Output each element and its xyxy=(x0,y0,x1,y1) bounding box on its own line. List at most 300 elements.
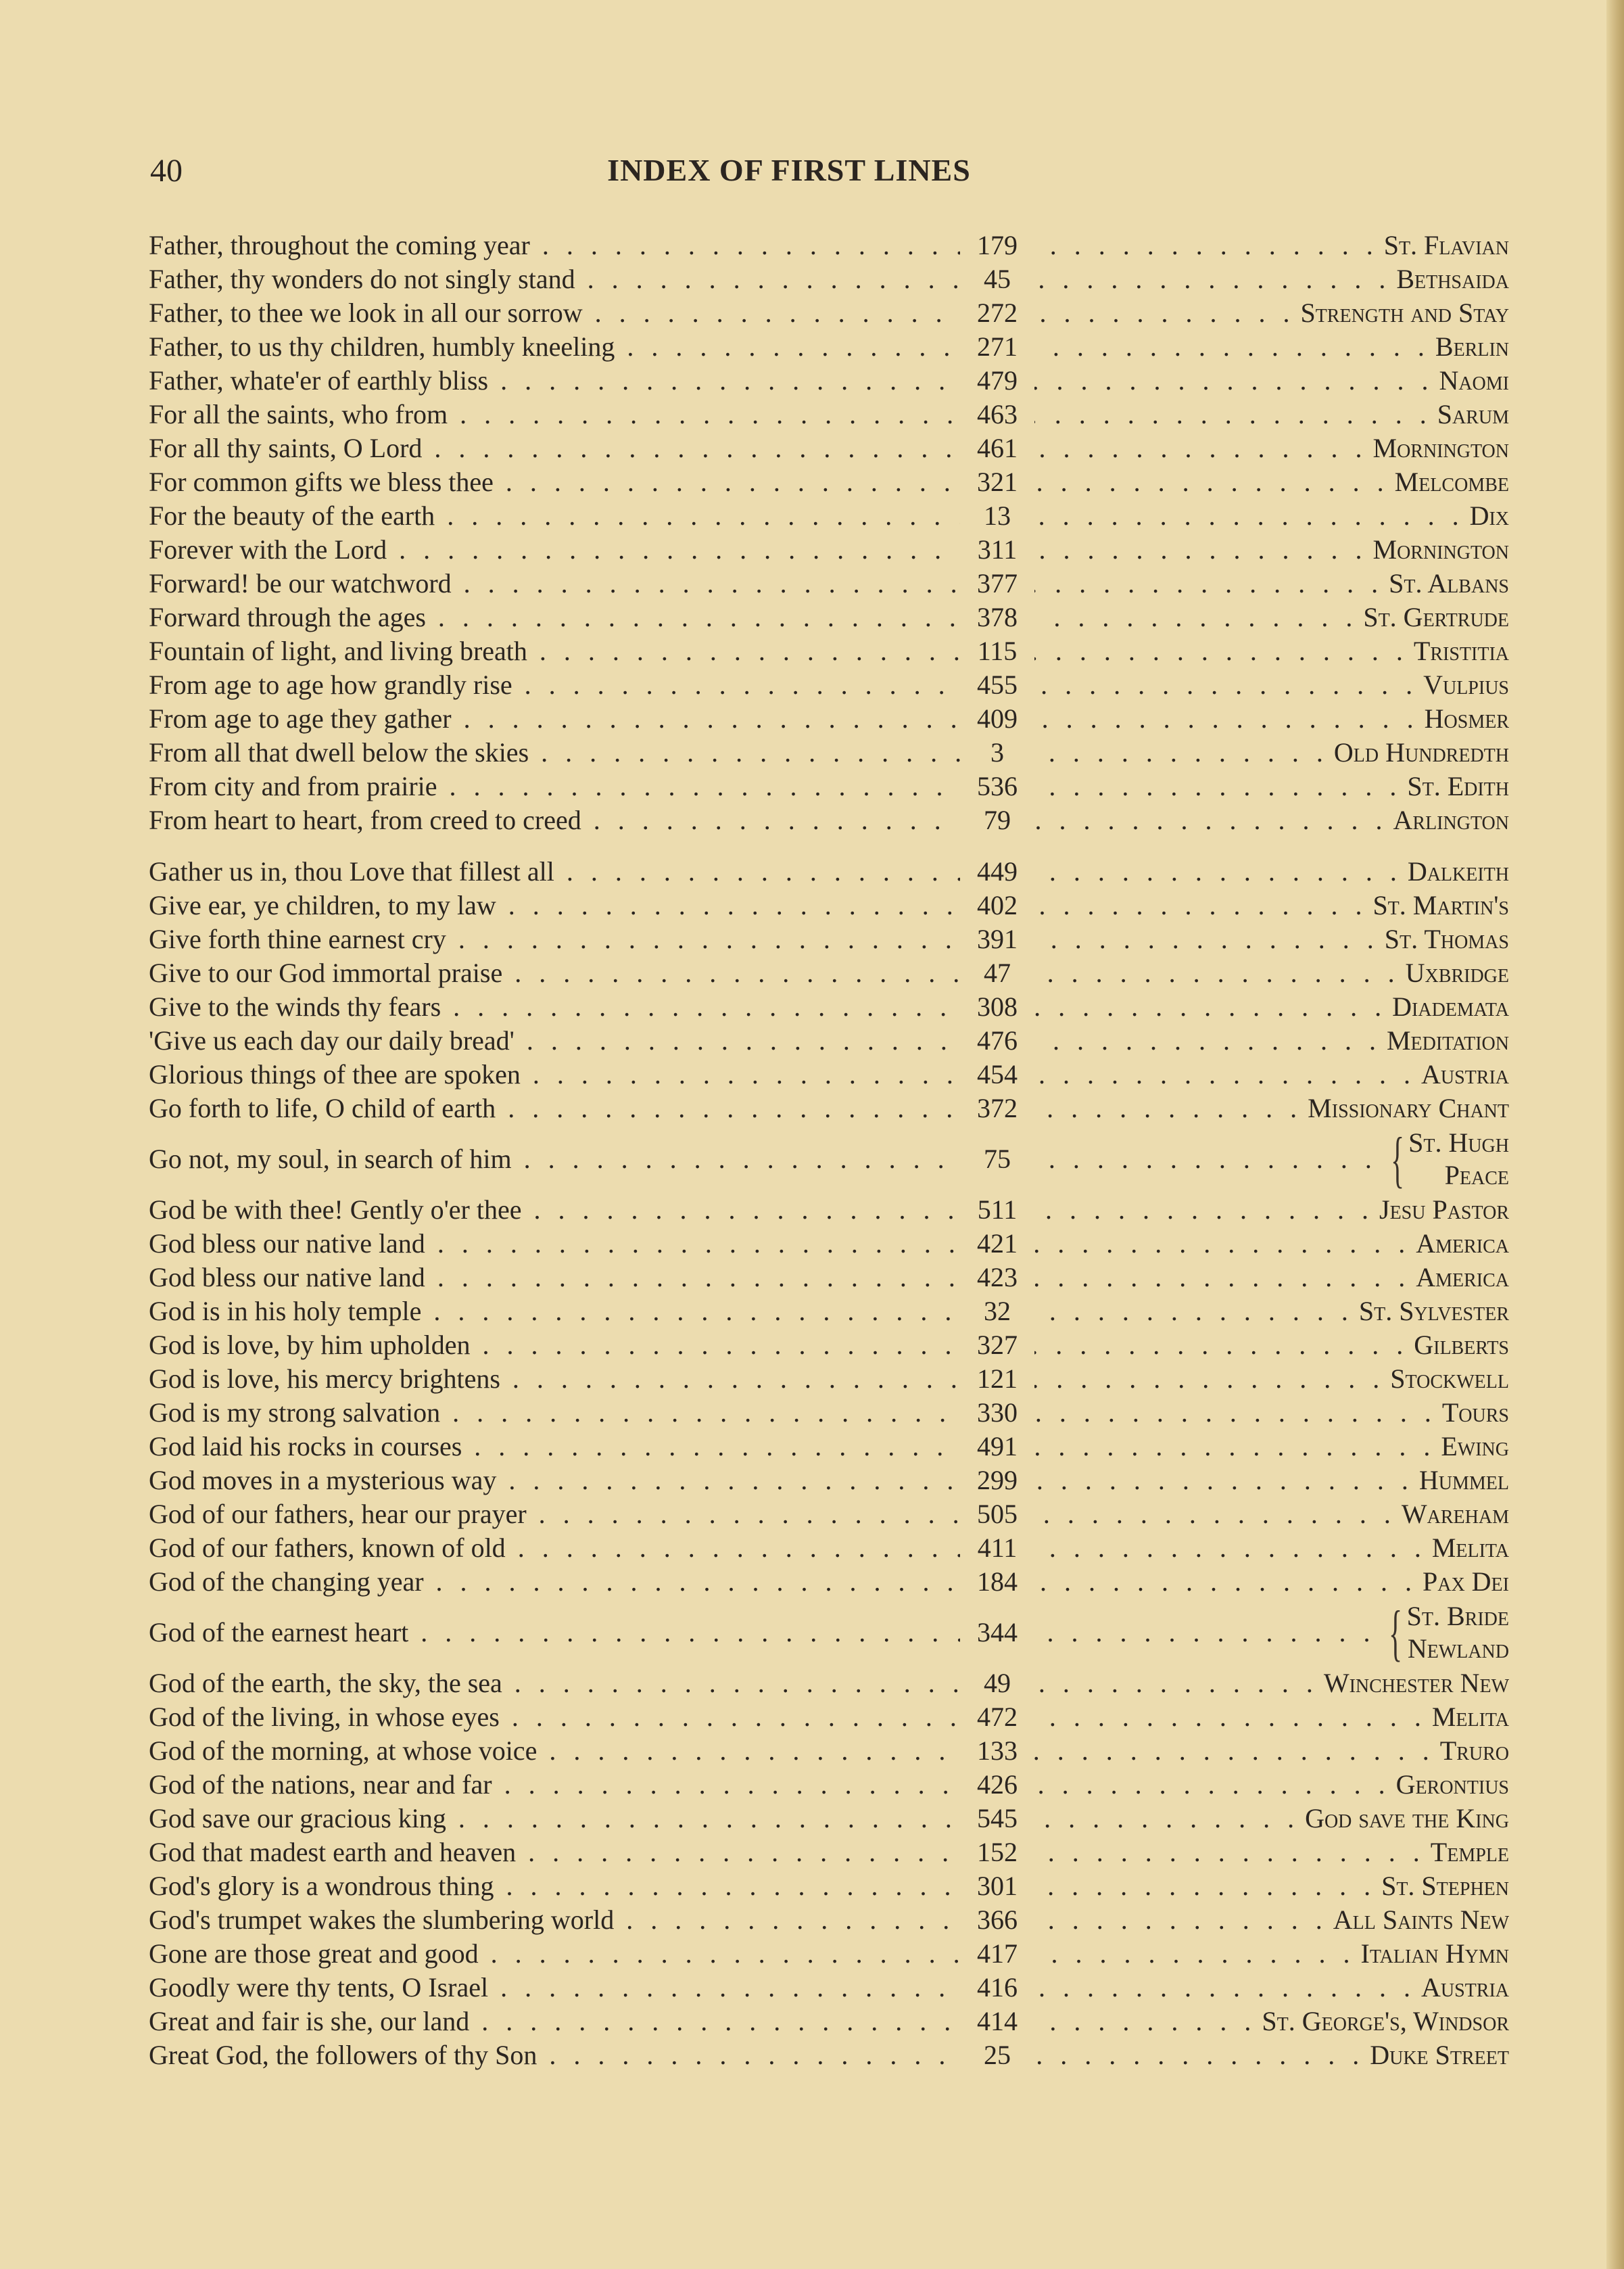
tune-cell xyxy=(1034,1193,1509,1227)
tune-name: Sarum xyxy=(1437,399,1509,429)
index-entry xyxy=(149,1193,1509,1227)
tune-name: Tours xyxy=(1441,1397,1509,1428)
tune-name: St. Sylvester xyxy=(1358,1296,1509,1326)
hymn-number: 49 xyxy=(984,1668,1011,1698)
index-entry xyxy=(149,803,1509,837)
tune-name: Meditation xyxy=(1386,1025,1509,1056)
hymn-number: 121 xyxy=(977,1363,1018,1394)
index-entry xyxy=(149,1058,1509,1092)
hymn-number: 13 xyxy=(984,500,1011,531)
brace: { xyxy=(1391,1125,1404,1193)
tune-name: Naomi xyxy=(1439,365,1509,396)
first-line: From all that dwell below the skies . . . xyxy=(149,736,960,770)
hymn-number: 472 xyxy=(977,1702,1018,1732)
tune-cell xyxy=(1034,1261,1509,1294)
tune-name: Truro xyxy=(1439,1735,1509,1766)
dot-leader xyxy=(1034,499,1470,533)
tune-cell xyxy=(1034,1835,1509,1869)
index-entry xyxy=(149,330,1509,364)
hymn-number: 45 xyxy=(984,264,1011,294)
dot-leader xyxy=(1034,1193,1379,1227)
tune-cell xyxy=(1034,736,1509,770)
dot-leader xyxy=(1034,1869,1381,1903)
first-line: Go forth to life, O child of earth . . . xyxy=(149,1092,960,1125)
first-line: Father, to thee we look in all our sorrow . . . xyxy=(149,296,960,330)
hymn-number: 421 xyxy=(977,1228,1018,1259)
tune-name: Newland xyxy=(1407,1633,1509,1664)
hymn-number: 461 xyxy=(977,433,1018,463)
tune-name: Vulpius xyxy=(1423,670,1509,700)
hymn-number: 505 xyxy=(977,1499,1018,1529)
hymn-number: 479 xyxy=(977,365,1018,396)
hymn-number: 545 xyxy=(977,1803,1018,1833)
first-line: God is love, by him upholden . . . xyxy=(149,1328,960,1362)
tune-name: Pax Dei xyxy=(1422,1566,1509,1597)
first-line: Fountain of light, and living breath . . . xyxy=(149,634,960,668)
dot-leader xyxy=(1034,1802,1305,1835)
hymn-number: 75 xyxy=(984,1144,1011,1174)
dot-leader xyxy=(1034,262,1396,296)
tune-cell xyxy=(1034,1396,1509,1430)
first-line: God of the living, in whose eyes . . . xyxy=(149,1700,960,1734)
hymn-number: 511 xyxy=(977,1194,1018,1225)
hymn-number: 3 xyxy=(990,737,1004,768)
tune-cell xyxy=(1034,855,1509,889)
tune-name: Arlington xyxy=(1393,805,1509,835)
dot-leader xyxy=(1034,1430,1441,1464)
tune-name: St. Edith xyxy=(1407,771,1509,801)
dot-leader xyxy=(1034,1024,1387,1058)
tune-name: St. Albans xyxy=(1389,568,1509,599)
dot-leader xyxy=(1034,1497,1402,1531)
index-entry xyxy=(149,1869,1509,1903)
first-line: Goodly were thy tents, O Israel . . . xyxy=(149,1971,960,2005)
dot-leader xyxy=(1034,601,1363,634)
hymn-number: 476 xyxy=(977,1025,1018,1056)
first-line: Give to our God immortal praise . . . xyxy=(149,956,960,990)
tune-cell xyxy=(1034,1599,1509,1666)
dot-leader xyxy=(1034,364,1439,398)
dot-leader xyxy=(1034,1835,1431,1869)
tune-cell xyxy=(1034,634,1509,668)
tune-cell xyxy=(1034,668,1509,702)
first-line: From heart to heart, from creed to creed . . . xyxy=(149,803,960,837)
hymn-number: 411 xyxy=(977,1533,1018,1563)
tune-cell xyxy=(1034,1125,1509,1193)
dot-leader xyxy=(1034,702,1425,736)
hymn-number: 47 xyxy=(984,958,1011,988)
tune-cell xyxy=(1034,1768,1509,1802)
dot-leader xyxy=(1034,465,1395,499)
dot-leader xyxy=(1034,1328,1414,1362)
tune-name: Bethsaida xyxy=(1396,264,1509,294)
tune-cell xyxy=(1034,499,1509,533)
tune-cell xyxy=(1034,1700,1509,1734)
tune-cell xyxy=(1034,1430,1509,1464)
tune-cell xyxy=(1034,567,1509,601)
hymn-number: 417 xyxy=(977,1938,1018,1969)
dot-leader xyxy=(1034,229,1384,262)
first-line: God be with thee! Gently o'er thee . . . xyxy=(149,1193,960,1227)
first-line: Give forth thine earnest cry . . . xyxy=(149,922,960,956)
dot-leader xyxy=(1034,770,1407,803)
tune-cell xyxy=(1034,1666,1509,1700)
hymn-number: 152 xyxy=(977,1837,1018,1867)
hymn-number: 449 xyxy=(977,856,1018,887)
tune-cell xyxy=(1034,1092,1509,1125)
first-line: God is my strong salvation . . . xyxy=(149,1396,960,1430)
dot-leader xyxy=(1034,1666,1324,1700)
first-line: Father, whate'er of earthly bliss . . . xyxy=(149,364,960,398)
tune-name: Italian Hymn xyxy=(1360,1938,1509,1969)
tune-name: Hosmer xyxy=(1424,703,1509,734)
index-entry xyxy=(149,1227,1509,1261)
tune-name: Missionary Chant xyxy=(1308,1093,1509,1123)
first-line: For the beauty of the earth . . . xyxy=(149,499,960,533)
tune-name: St. Hugh xyxy=(1408,1127,1509,1158)
tune-name: Gilberts xyxy=(1414,1330,1509,1360)
tune-cell xyxy=(1034,1464,1509,1497)
first-line: God of the changing year . . . xyxy=(149,1565,960,1599)
dot-leader xyxy=(1034,330,1435,364)
index-entry xyxy=(149,855,1509,889)
tune-name: God save the King xyxy=(1305,1803,1509,1833)
index-entry xyxy=(149,229,1509,262)
tune-cell xyxy=(1034,296,1509,330)
index-entry xyxy=(149,398,1509,431)
tune-name: America xyxy=(1416,1262,1509,1292)
tune-cell xyxy=(1034,922,1509,956)
tune-name: Peace xyxy=(1444,1160,1509,1190)
index-entry xyxy=(149,1734,1509,1768)
hymn-number: 377 xyxy=(977,568,1018,599)
tune-cell xyxy=(1034,2005,1509,2038)
dot-leader xyxy=(1034,1903,1333,1937)
index-entry xyxy=(149,668,1509,702)
dot-leader xyxy=(1034,431,1373,465)
tune-stack xyxy=(1408,1127,1509,1192)
hymn-number: 179 xyxy=(977,230,1018,260)
index-entry xyxy=(149,465,1509,499)
tune-name: Duke Street xyxy=(1370,2040,1509,2070)
first-line: Forward! be our watchword . . . xyxy=(149,567,960,601)
index-entry xyxy=(149,956,1509,990)
dot-leader xyxy=(1034,1531,1432,1565)
index-entry xyxy=(149,1261,1509,1294)
first-line: From age to age how grandly rise . . . xyxy=(149,668,960,702)
dot-leader xyxy=(1034,990,1392,1024)
hymn-number: 330 xyxy=(977,1397,1018,1428)
first-line: God that madest earth and heaven . . . xyxy=(149,1835,960,1869)
index-entry xyxy=(149,1294,1509,1328)
first-line: God of our fathers, hear our prayer . . . xyxy=(149,1497,960,1531)
tune-cell xyxy=(1034,803,1509,837)
tune-cell xyxy=(1034,889,1509,922)
hymn-number: 308 xyxy=(977,991,1018,1022)
hymn-number: 402 xyxy=(977,890,1018,920)
first-line: Go not, my soul, in search of him . . . xyxy=(149,1142,960,1176)
index-entry xyxy=(149,1464,1509,1497)
tune-name: Old Hundredth xyxy=(1333,737,1509,768)
first-line: From age to age they gather . . . xyxy=(149,702,960,736)
hymn-number: 491 xyxy=(977,1431,1018,1461)
index-entry xyxy=(149,1768,1509,1802)
dot-leader xyxy=(1034,398,1437,431)
hymn-number: 378 xyxy=(977,602,1018,632)
tune-name: Austria xyxy=(1420,1972,1509,2003)
first-line: God moves in a mysterious way . . . xyxy=(149,1464,960,1497)
first-line: God of our fathers, known of old . . . xyxy=(149,1531,960,1565)
tune-name: Mornington xyxy=(1372,433,1509,463)
index-entry xyxy=(149,296,1509,330)
tune-name: Tristitia xyxy=(1413,636,1509,666)
tune-cell xyxy=(1034,1328,1509,1362)
first-line: God save our gracious king . . . xyxy=(149,1802,960,1835)
first-line: God of the morning, at whose voice . . . xyxy=(149,1734,960,1768)
dot-leader xyxy=(1034,889,1372,922)
dot-leader xyxy=(1034,1565,1423,1599)
first-line: For common gifts we bless thee . . . xyxy=(149,465,960,499)
index-entry xyxy=(149,1700,1509,1734)
tune-cell xyxy=(1034,533,1509,567)
tune-name: Jesu Pastor xyxy=(1379,1194,1509,1225)
hymn-number: 184 xyxy=(977,1566,1018,1597)
tune-cell xyxy=(1034,1565,1509,1599)
index-entry xyxy=(149,990,1509,1024)
hymn-number: 311 xyxy=(977,534,1018,565)
tune-cell xyxy=(1034,398,1509,431)
tune-name: St. Thomas xyxy=(1384,924,1509,954)
index-entry xyxy=(149,1531,1509,1565)
index-entry xyxy=(149,1835,1509,1869)
tune-cell xyxy=(1034,702,1509,736)
hymn-number: 423 xyxy=(977,1262,1018,1292)
tune-cell xyxy=(1034,1802,1509,1835)
dot-leader xyxy=(1034,668,1423,702)
dot-leader xyxy=(1034,2038,1370,2072)
index-entry xyxy=(149,1802,1509,1835)
tune-name: St. Stephen xyxy=(1381,1871,1509,1901)
tune-name: Melcombe xyxy=(1394,467,1509,497)
tune-name: Wareham xyxy=(1401,1499,1509,1529)
index-entry xyxy=(149,601,1509,634)
hymn-number: 271 xyxy=(977,331,1018,362)
index-entry xyxy=(149,364,1509,398)
tune-name: All Saints New xyxy=(1333,1904,1509,1935)
first-line: Great and fair is she, our land . . . xyxy=(149,2005,960,2038)
dot-leader xyxy=(1034,803,1393,837)
index-list xyxy=(149,229,1509,2072)
hymn-number: 301 xyxy=(977,1871,1018,1901)
first-line: Glorious things of thee are spoken . . . xyxy=(149,1058,960,1092)
dot-leader xyxy=(1034,1261,1416,1294)
dot-leader xyxy=(1034,855,1408,889)
first-line: God is love, his mercy brightens . . . xyxy=(149,1362,960,1396)
dot-leader xyxy=(1034,1396,1442,1430)
tune-name: Ewing xyxy=(1441,1431,1509,1461)
index-entry xyxy=(149,1396,1509,1430)
dot-leader xyxy=(1034,956,1406,990)
index-entry xyxy=(149,1937,1509,1971)
tune-name: Hummel xyxy=(1418,1465,1509,1495)
hymn-number: 32 xyxy=(984,1296,1011,1326)
tune-name: St. Bride xyxy=(1406,1601,1509,1631)
dot-leader xyxy=(1034,1700,1432,1734)
dot-leader xyxy=(1034,736,1334,770)
tune-cell xyxy=(1034,262,1509,296)
dot-leader xyxy=(1034,634,1414,668)
first-line: Gone are those great and good . . . xyxy=(149,1937,960,1971)
tune-cell xyxy=(1034,465,1509,499)
tune-name: Melita xyxy=(1431,1533,1509,1563)
tune-name: Mornington xyxy=(1372,534,1509,565)
first-line: God bless our native land . . . xyxy=(149,1261,960,1294)
dot-leader xyxy=(1034,1294,1359,1328)
tune-cell xyxy=(1034,364,1509,398)
index-entry xyxy=(149,770,1509,803)
index-entry xyxy=(149,922,1509,956)
hymn-number: 366 xyxy=(977,1904,1018,1935)
index-entry xyxy=(149,1599,1509,1666)
first-line: Forever with the Lord . . . xyxy=(149,533,960,567)
first-line: For all the saints, who from . . . xyxy=(149,398,960,431)
dot-leader xyxy=(1034,922,1385,956)
dot-leader xyxy=(1034,1092,1308,1125)
dot-leader xyxy=(1034,1362,1390,1396)
hymn-number: 416 xyxy=(977,1972,1018,2003)
first-line: 'Give us each day our daily bread' . . . xyxy=(149,1024,960,1058)
index-entry xyxy=(149,533,1509,567)
tune-name: Uxbridge xyxy=(1405,958,1509,988)
dot-leader xyxy=(1034,1734,1440,1768)
index-entry xyxy=(149,634,1509,668)
hymn-number: 372 xyxy=(977,1093,1018,1123)
first-line: God's trumpet wakes the slumbering world . . . xyxy=(149,1903,960,1937)
tune-cell xyxy=(1034,1294,1509,1328)
tune-name: Dix xyxy=(1469,500,1509,531)
first-line: Give ear, ye children, to my law . . . xyxy=(149,889,960,922)
first-line: From city and from prairie . . . xyxy=(149,770,960,803)
hymn-number: 344 xyxy=(977,1617,1018,1647)
dot-leader xyxy=(1034,296,1300,330)
hymn-number: 391 xyxy=(977,924,1018,954)
page-header xyxy=(150,152,1509,200)
tune-name: Stockwell xyxy=(1390,1363,1509,1394)
tune-name: St. George's, Windsor xyxy=(1262,2006,1509,2036)
hymn-number: 454 xyxy=(977,1059,1018,1090)
first-line: God of the nations, near and far . . . xyxy=(149,1768,960,1802)
tune-cell xyxy=(1034,431,1509,465)
tune-cell xyxy=(1034,1362,1509,1396)
tune-name: St. Flavian xyxy=(1383,230,1509,260)
hymn-number: 536 xyxy=(977,771,1018,801)
hymn-number: 25 xyxy=(984,2040,1011,2070)
first-line: God bless our native land . . . xyxy=(149,1227,960,1261)
dot-leader xyxy=(1034,1058,1421,1092)
tune-cell xyxy=(1034,2038,1509,2072)
first-line: God of the earnest heart . . . xyxy=(149,1616,960,1650)
hymn-number: 299 xyxy=(977,1465,1018,1495)
dot-leader xyxy=(1034,1142,1383,1176)
tune-cell xyxy=(1034,330,1509,364)
dot-leader xyxy=(1034,1768,1396,1802)
tune-cell xyxy=(1034,229,1509,262)
index-entry xyxy=(149,1125,1509,1193)
dot-leader xyxy=(1034,1971,1421,2005)
index-entry xyxy=(149,1328,1509,1362)
index-entry xyxy=(149,1430,1509,1464)
index-entry xyxy=(149,431,1509,465)
tune-cell xyxy=(1034,1869,1509,1903)
tune-cell xyxy=(1034,770,1509,803)
hymn-number: 409 xyxy=(977,703,1018,734)
tune-name: Gerontius xyxy=(1395,1769,1509,1800)
first-line: Gather us in, thou Love that fillest all . . . xyxy=(149,855,960,889)
index-entry xyxy=(149,1666,1509,1700)
tune-name: Dalkeith xyxy=(1407,856,1509,887)
tune-name: St. Martin's xyxy=(1372,890,1509,920)
dot-leader xyxy=(1034,1227,1416,1261)
tune-name: St. Gertrude xyxy=(1363,602,1509,632)
tune-name: Temple xyxy=(1430,1837,1509,1867)
tune-stack xyxy=(1407,1600,1509,1665)
hymn-number: 463 xyxy=(977,399,1018,429)
index-entry xyxy=(149,1092,1509,1125)
hymn-number: 414 xyxy=(977,2006,1018,2036)
first-line: Give to the winds thy fears . . . xyxy=(149,990,960,1024)
hymn-number: 455 xyxy=(977,670,1018,700)
tune-cell xyxy=(1034,1903,1509,1937)
first-line: Father, throughout the coming year . . . xyxy=(149,229,960,262)
dot-leader xyxy=(1034,1464,1419,1497)
dot-leader xyxy=(1034,1937,1361,1971)
index-entry xyxy=(149,499,1509,533)
dot-leader xyxy=(1034,567,1389,601)
first-line: God of the earth, the sky, the sea . . . xyxy=(149,1666,960,1700)
tune-cell xyxy=(1034,1058,1509,1092)
tune-cell xyxy=(1034,1227,1509,1261)
tune-cell xyxy=(1034,1937,1509,1971)
tune-cell xyxy=(1034,1531,1509,1565)
index-entry xyxy=(149,262,1509,296)
index-entry xyxy=(149,889,1509,922)
first-line: God's glory is a wondrous thing . . . xyxy=(149,1869,960,1903)
first-line: Great God, the followers of thy Son . . . xyxy=(149,2038,960,2072)
index-entry xyxy=(149,2038,1509,2072)
first-line: Forward through the ages . . . xyxy=(149,601,960,634)
first-line: Father, thy wonders do not singly stand . . . xyxy=(149,262,960,296)
page-number: 40 xyxy=(150,153,183,189)
tune-name: America xyxy=(1416,1228,1509,1259)
tune-cell xyxy=(1034,1024,1509,1058)
first-line: Father, to us thy children, humbly kneeling . . . xyxy=(149,330,960,364)
tune-name: Strength and Stay xyxy=(1300,298,1509,328)
first-line: God is in his holy temple . . . xyxy=(149,1294,960,1328)
hymn-number: 133 xyxy=(977,1735,1018,1766)
index-entry xyxy=(149,2005,1509,2038)
index-entry xyxy=(149,1362,1509,1396)
index-entry xyxy=(149,1565,1509,1599)
dot-leader xyxy=(1034,1616,1381,1650)
tune-name: Melita xyxy=(1431,1702,1509,1732)
index-entry xyxy=(149,736,1509,770)
hymn-number: 272 xyxy=(977,298,1018,328)
page-edge xyxy=(1606,0,1624,2269)
tune-cell xyxy=(1034,990,1509,1024)
index-entry xyxy=(149,567,1509,601)
index-entry xyxy=(149,1971,1509,2005)
tune-cell xyxy=(1034,1497,1509,1531)
